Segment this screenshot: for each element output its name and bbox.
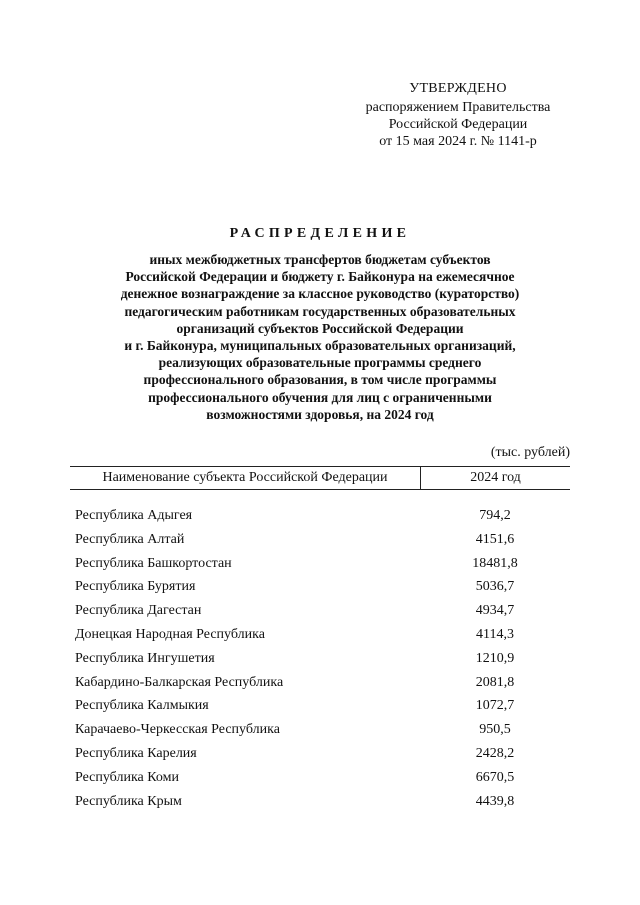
subject-name: Республика Крым [75,793,182,809]
subtitle-line: иных межбюджетных трансфертов бюджетам субъектов [149,252,491,267]
subject-value: 1072,7 [475,698,515,714]
subject-name: Республика Дагестан [75,603,202,619]
subtitle-line: реализующих образовательные программы среднего [158,355,482,371]
subject-value: 4151,6 [475,531,515,547]
subject-value: 950,5 [479,722,511,738]
document-title-block [60,226,580,423]
subject-name: Республика Коми [75,769,179,785]
table-row [75,743,570,767]
subject-value: 794,2 [479,508,511,523]
subject-value: 18481,8 [472,555,518,571]
column-header-subject: Наименование субъекта Российской Федерации [70,467,421,489]
subject-name: Кабардино-Балкарская Республика [75,674,284,690]
table-row [75,767,570,791]
subtitle-line: организаций субъектов Российской Федерации [176,320,464,336]
subject-name: Республика Алтай [75,531,185,547]
table-row [75,719,570,743]
table-row [75,529,570,553]
subtitle-line: профессионального обучения для лиц с ограниченными [148,389,492,405]
table-header [70,466,570,490]
subject-value: 4439,8 [475,793,515,809]
subject-value: 4934,7 [475,603,515,619]
subtitle-line: возможностями здоровья, на 2024 год [206,406,434,422]
subject-value: 1210,9 [475,650,515,666]
table-row [75,600,570,624]
approval-line: Российской Федерации [388,117,528,132]
table-row [75,576,570,600]
table-body [75,505,570,814]
subject-name: Республика Карелия [75,745,197,761]
subtitle-line: профессионального образования, в том числе программы [143,372,497,388]
subject-value: 4114,3 [476,626,514,642]
table-row [75,695,570,719]
subject-value: 5036,7 [475,579,515,595]
approval-block [340,80,576,150]
subject-name: Республика Ингушетия [75,650,215,666]
subject-value: 6670,5 [475,769,515,785]
units-label: (тыс. рублей) [490,445,570,460]
column-header-year: 2024 год [470,470,521,485]
subtitle-line: педагогическим работникам государственных образовательных [124,303,516,319]
document-subtitle [60,251,580,423]
subject-name: Республика Башкортостан [75,555,232,571]
table-row [75,553,570,577]
table-row [75,505,570,529]
subject-name: Республика Бурятия [75,579,196,595]
document-title: РАСПРЕДЕЛЕНИЕ [229,226,411,241]
subject-name: Республика Адыгея [75,508,193,523]
table-row [75,672,570,696]
approval-line: распоряжением Правительства [365,100,551,115]
table-row [75,791,570,815]
subtitle-line: и г. Байконура, муниципальных образовательных организаций, [124,338,516,354]
subject-name: Карачаево-Черкесская Республика [75,722,280,738]
subject-name: Донецкая Народная Республика [75,626,265,642]
approval-date-line: от 15 мая 2024 г. № 1141-р [379,134,537,149]
subject-value: 2081,8 [475,674,515,690]
subtitle-line: Российской Федерации и бюджету г. Байконура на ежемесячное [125,269,515,285]
subject-value: 2428,2 [475,745,515,761]
table-row [75,648,570,672]
approved-heading: УТВЕРЖДЕНО [409,81,507,96]
subtitle-line: денежное вознаграждение за классное руководство (кураторство) [120,286,520,302]
table-row [75,624,570,648]
subject-name: Республика Калмыкия [75,698,209,714]
